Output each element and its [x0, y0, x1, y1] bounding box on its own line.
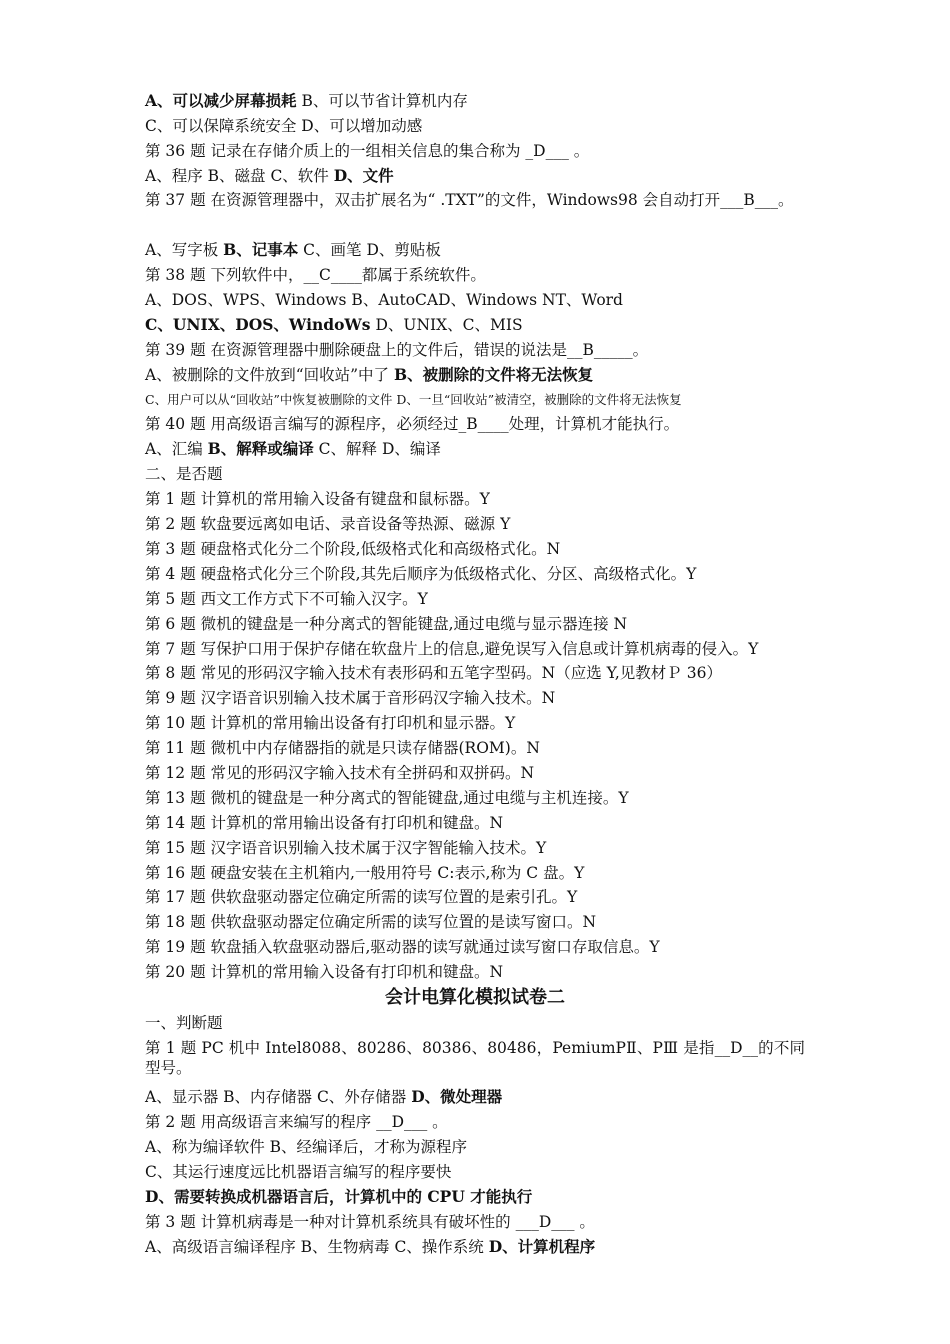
text-line: 第 14 题 计算机的常用输出设备有打印机和键盘。N: [145, 814, 504, 832]
text-line: 第 18 题 供软盘驱动器定位确定所需的读写位置的是读写窗口。N: [145, 913, 597, 931]
text-line: 第 36 题 记录在存储介质上的一组相关信息的集合称为 _D___ 。: [145, 142, 590, 160]
answer-emphasis: D、计算机程序: [488, 1237, 596, 1256]
text-line: 第 20 题 计算机的常用输入设备有打印机和键盘。N: [145, 963, 504, 981]
text-line: 第 17 题 供软盘驱动器定位确定所需的读写位置的是索引孔。Y: [145, 888, 578, 906]
text-line: 第 39 题 在资源管理器中删除硬盘上的文件后，错误的说法是__B_____。: [145, 341, 649, 359]
text-line: 第 6 题 微机的键盘是一种分离式的智能键盘,通过电缆与显示器连接 N: [145, 615, 628, 633]
answer-emphasis: C、UNIX、DOS、WindoWs: [145, 315, 371, 334]
answer-emphasis: B、被删除的文件将无法恢复: [393, 365, 594, 384]
text-line: 第 3 题 硬盘格式化分二个阶段,低级格式化和高级格式化。N: [145, 540, 561, 558]
text-line: 第 38 题 下列软件中，__C____都属于系统软件。: [145, 266, 486, 284]
text-line: C、其运行速度远比机器语言编写的程序要快: [145, 1163, 452, 1181]
text-line: 第 7 题 写保护口用于保护存储在软盘片上的信息,避免误写入信息或计算机病毒的侵入。Y: [145, 640, 759, 658]
text-line: 第 15 题 汉字语音识别输入技术属于汉字智能输入技术。Y: [145, 839, 547, 857]
text-line: C、UNIX、DOS、WindoWs D、UNIX、C、MIS: [145, 315, 523, 334]
text-line: 第 1 题 计算机的常用输入设备有键盘和鼠标器。Y: [145, 490, 490, 508]
text-line: A、高级语言编译程序 B、生物病毒 C、操作系统 D、计算机程序: [145, 1237, 596, 1256]
text-line: 第 11 题 微机中内存储器指的就是只读存储器(ROM)。N: [145, 739, 540, 757]
text-line: 第 4 题 硬盘格式化分三个阶段,其先后顺序为低级格式化、分区、高级格式化。Y: [145, 565, 697, 583]
text-line: A、DOS、WPS、Windows B、AutoCAD、Windows NT、Word: [145, 291, 623, 309]
text-line: C、用户可以从“回收站”中恢复被删除的文件 D、一旦“回收站”被清空，被删除的文件将无法恢复: [145, 392, 682, 407]
text-line: 第 2 题 用高级语言来编写的程序 __D___ 。: [145, 1113, 448, 1131]
text-line: 第 3 题 计算机病毒是一种对计算机系统具有破坏性的 ___D___ 。: [145, 1213, 595, 1231]
text-line: 第 40 题 用高级语言编写的源程序，必须经过_B____处理，计算机才能执行。: [145, 415, 680, 433]
text-line: A、程序 B、磁盘 C、软件 D、文件: [145, 166, 394, 185]
text-line: A、显示器 B、内存储器 C、外存储器 D、微处理器: [145, 1087, 503, 1106]
text-line: 第 19 题 软盘插入软盘驱动器后,驱动器的读写就通过读写窗口存取信息。Y: [145, 938, 660, 956]
text-line: 一、判断题: [145, 1014, 223, 1032]
text-line: C、可以保障系统安全 D、可以增加动感: [145, 117, 423, 135]
answer-emphasis: D、文件: [333, 166, 394, 185]
text-line: 第 12 题 常见的形码汉字输入技术有全拼码和双拼码。N: [145, 764, 535, 782]
text-line: 第 8 题 常见的形码汉字输入技术有表形码和五笔字型码。N（应选 Y,见教材Ｐ 36）: [145, 664, 722, 682]
text-line: D、需要转换成机器语言后，计算机中的 CPU 才能执行: [145, 1187, 533, 1206]
answer-emphasis: B、记事本: [223, 240, 299, 259]
text-line: 第 10 题 计算机的常用输出设备有打印机和显示器。Y: [145, 714, 516, 732]
text-line: 第 13 题 微机的键盘是一种分离式的智能键盘,通过电缆与主机连接。Y: [145, 789, 629, 807]
section-title: 会计电算化模拟试卷二: [385, 987, 565, 1008]
text-line: 第 2 题 软盘要远离如电话、录音设备等热源、磁源 Y: [145, 515, 511, 533]
text-line: 二、是否题: [145, 465, 223, 483]
text-line: 第 5 题 西文工作方式下不可输入汉字。Y: [145, 590, 428, 608]
text-line: A、称为编译软件 B、经编译后，才称为源程序: [145, 1138, 468, 1156]
text-line: A、被删除的文件放到“回收站”中了 B、被删除的文件将无法恢复: [145, 365, 594, 384]
answer-emphasis: A、可以减少屏幕损耗: [145, 91, 297, 110]
text-line: 第 37 题 在资源管理器中，双击扩展名为“ .TXT”的文件，Windows98 会自动打开___B___。: [145, 191, 794, 209]
text-line: A、汇编 B、解释或编译 C、解释 D、编译: [145, 439, 441, 458]
text-line: A、写字板 B、记事本 C、画笔 D、剪贴板: [145, 240, 441, 259]
text-line: 第 9 题 汉字语音识别输入技术属于音形码汉字输入技术。N: [145, 689, 556, 707]
text-line: 第 1 题 PC 机中 Intel8088、80286、80386、80486，PemiumPⅡ、PⅢ 是指__D__的不同型号。: [145, 1039, 805, 1077]
text-line: A、可以减少屏幕损耗 B、可以节省计算机内存: [145, 91, 468, 110]
answer-emphasis: D、微处理器: [411, 1087, 503, 1106]
answer-emphasis: B、解释或编译: [207, 439, 314, 458]
text-line: 第 16 题 硬盘安装在主机箱内,一般用符号 C:表示,称为 C 盘。Y: [145, 864, 585, 882]
